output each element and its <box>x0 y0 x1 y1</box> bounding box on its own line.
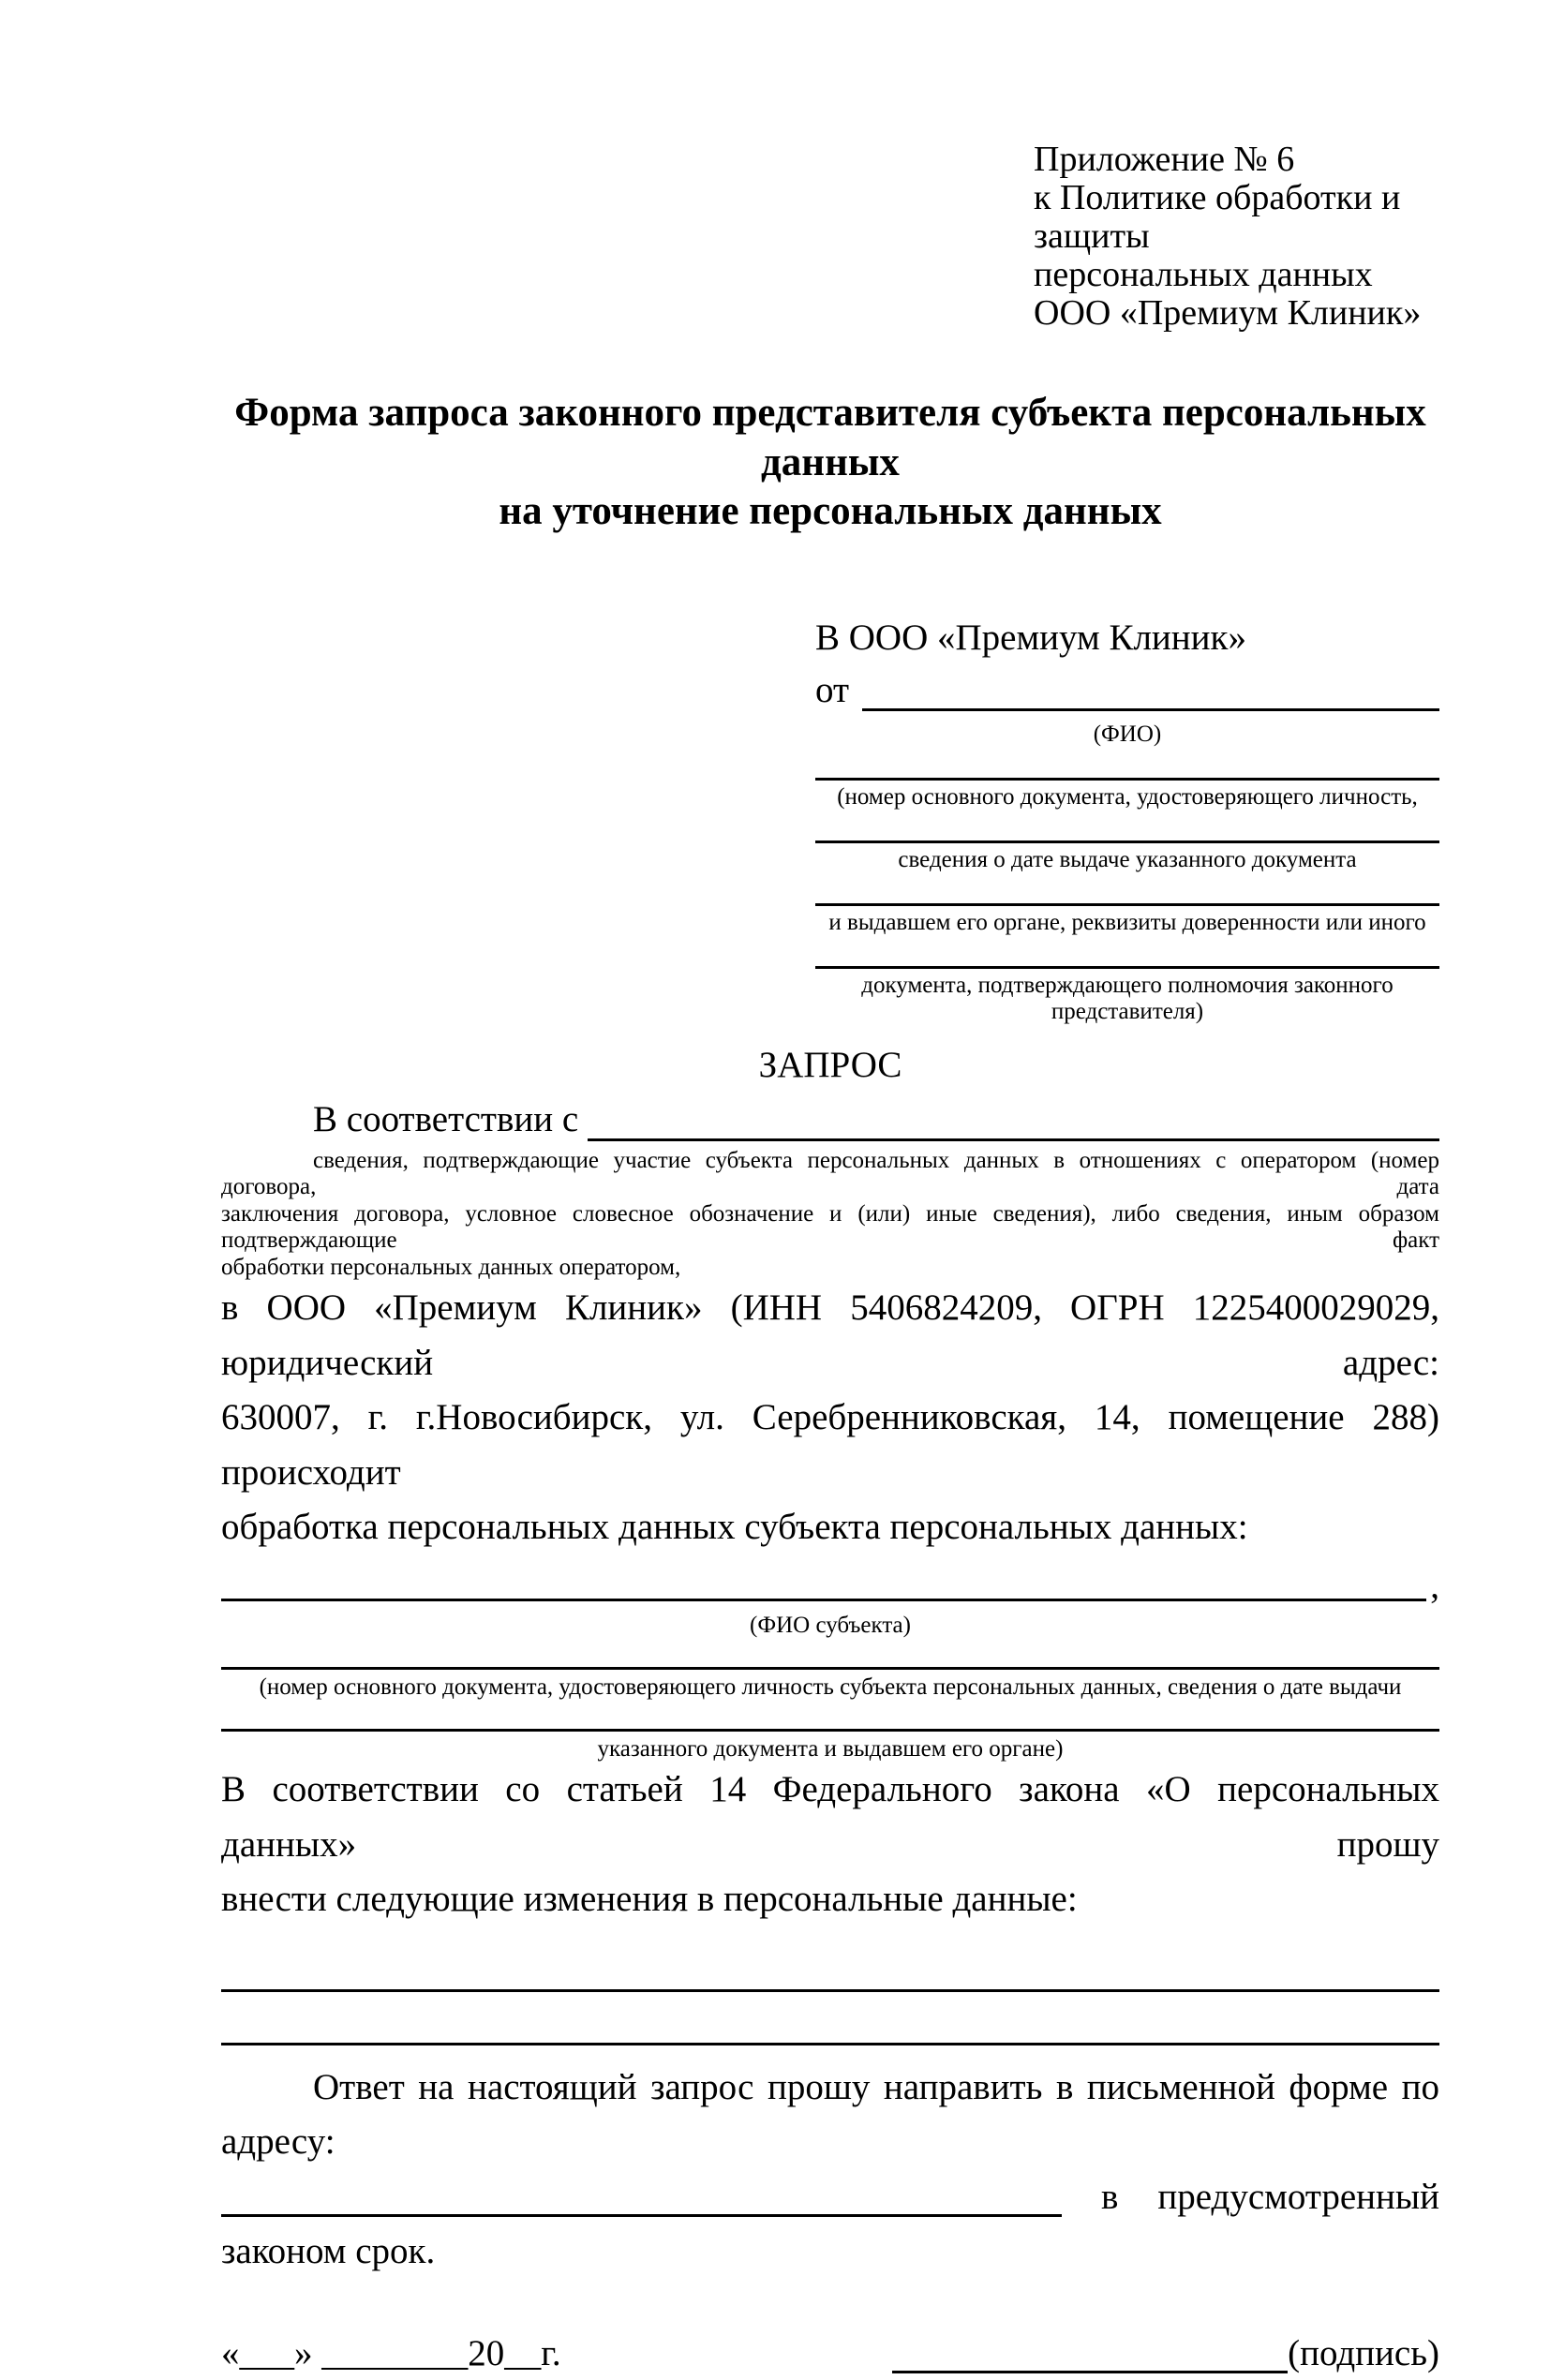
fio-caption: (ФИО) <box>1093 721 1162 747</box>
subject-fio-fill-line <box>221 1599 1426 1601</box>
answer-paragraph-line: законом срок. <box>221 2231 436 2272</box>
representative-doc-caption: сведения о дате выдаче указанного документа <box>898 846 1357 872</box>
answer-paragraph-line: Ответ на настоящий запрос прошу направить в письменной форме по адресу: <box>221 2066 1439 2163</box>
representative-doc-fill-line <box>815 966 1439 969</box>
intro-prefix: В соответствии с <box>313 1099 579 1140</box>
date-field: «___» ________20__г. <box>221 2332 561 2373</box>
form-title-line1: Форма запроса законного представителя субъекта персональных данных <box>234 391 1426 484</box>
answer-paragraph <box>221 2060 1439 2280</box>
intro-row <box>221 1093 1439 1148</box>
subject-fio-row <box>221 1565 1439 1609</box>
operator-paragraph-line: 630007, г. г.Новосибирск, ул. Серебренниковская, 14, помещение 288) происходит <box>221 1397 1439 1493</box>
representative-doc-caption: и выдавшем его органе, реквизиты доверенности или иного <box>828 909 1426 935</box>
footer-row <box>221 2328 1439 2380</box>
appendix-header <box>1034 141 1439 333</box>
from-fill-line <box>862 708 1439 711</box>
representative-doc-fill-line <box>815 840 1439 843</box>
address-fill-line <box>221 2214 1062 2217</box>
representative-doc-fill-line <box>815 903 1439 906</box>
subject-doc-caption: (номер основного документа, удостоверяющего личность субъекта персональных данных, сведения о дате выдачи <box>259 1674 1402 1701</box>
basis-fill-line <box>588 1138 1439 1141</box>
representative-doc-caption: документа, подтверждающего полномочия законного представителя) <box>861 972 1394 1024</box>
request-heading: ЗАПРОС <box>758 1044 902 1085</box>
fine-print <box>221 1148 1439 1282</box>
changes-fill-line <box>221 1992 1439 2045</box>
operator-paragraph-line: обработка персональных данных субъекта персональных данных: <box>221 1507 1248 1548</box>
subject-doc-fill-line <box>221 1729 1439 1732</box>
form-title-line2: на уточнение персональных данных <box>499 489 1162 534</box>
fine-print-line: сведения, подтверждающие участие субъекта персональных данных в отношениях с оператором (номер договора, дата <box>221 1147 1439 1200</box>
law-paragraph <box>221 1763 1439 1927</box>
addressee-block <box>815 612 1439 1025</box>
subject-doc-fill-line <box>221 1667 1439 1670</box>
answer-word: предусмотренный <box>1157 2176 1439 2217</box>
document-content <box>221 141 1439 2380</box>
appendix-header-line: Приложение № 6 <box>1034 140 1295 179</box>
subject-fio-caption: (ФИО субъекта) <box>750 1613 911 1639</box>
operator-paragraph-line: в ООО «Премиум Клиник» (ИНН 5406824209, ОГРН 1225400029029, юридический адрес: <box>221 1287 1439 1383</box>
from-label: от <box>815 670 850 711</box>
appendix-header-line: персональных данных <box>1034 255 1373 295</box>
fine-print-line: обработки персональных данных оператором, <box>221 1254 681 1280</box>
representative-doc-caption: (номер основного документа, удостоверяющего личность, <box>837 783 1418 810</box>
signature-block <box>892 2328 1439 2380</box>
appendix-header-line: к Политике обработки и защиты <box>1034 178 1401 257</box>
answer-address-row <box>221 2170 1439 2225</box>
answer-word: в <box>1100 2176 1119 2217</box>
signature-caption: (подпись) <box>1288 2332 1439 2373</box>
law-paragraph-line: внести следующие изменения в персональные данные: <box>221 1879 1078 1920</box>
signature-fill-line <box>892 2371 1288 2373</box>
form-title <box>221 389 1439 536</box>
comma: , <box>1430 1565 1439 1606</box>
changes-fill-line <box>221 1939 1439 1992</box>
representative-doc-fill-line <box>815 778 1439 781</box>
fine-print-line: заключения договора, условное словесное обозначение и (или) иные сведения), либо сведения, иным образом подтверждающие факт <box>221 1200 1439 1254</box>
subject-doc-caption: указанного документа и выдавшем его органе) <box>597 1736 1064 1763</box>
law-paragraph-line: В соответствии со статьей 14 Федерального закона «О персональных данных» прошу <box>221 1769 1439 1865</box>
operator-paragraph <box>221 1281 1439 1555</box>
from-row <box>815 664 1439 718</box>
addressee-to: В ООО «Премиум Клиник» <box>815 617 1246 658</box>
appendix-header-line: ООО «Премиум Клиник» <box>1034 293 1422 334</box>
